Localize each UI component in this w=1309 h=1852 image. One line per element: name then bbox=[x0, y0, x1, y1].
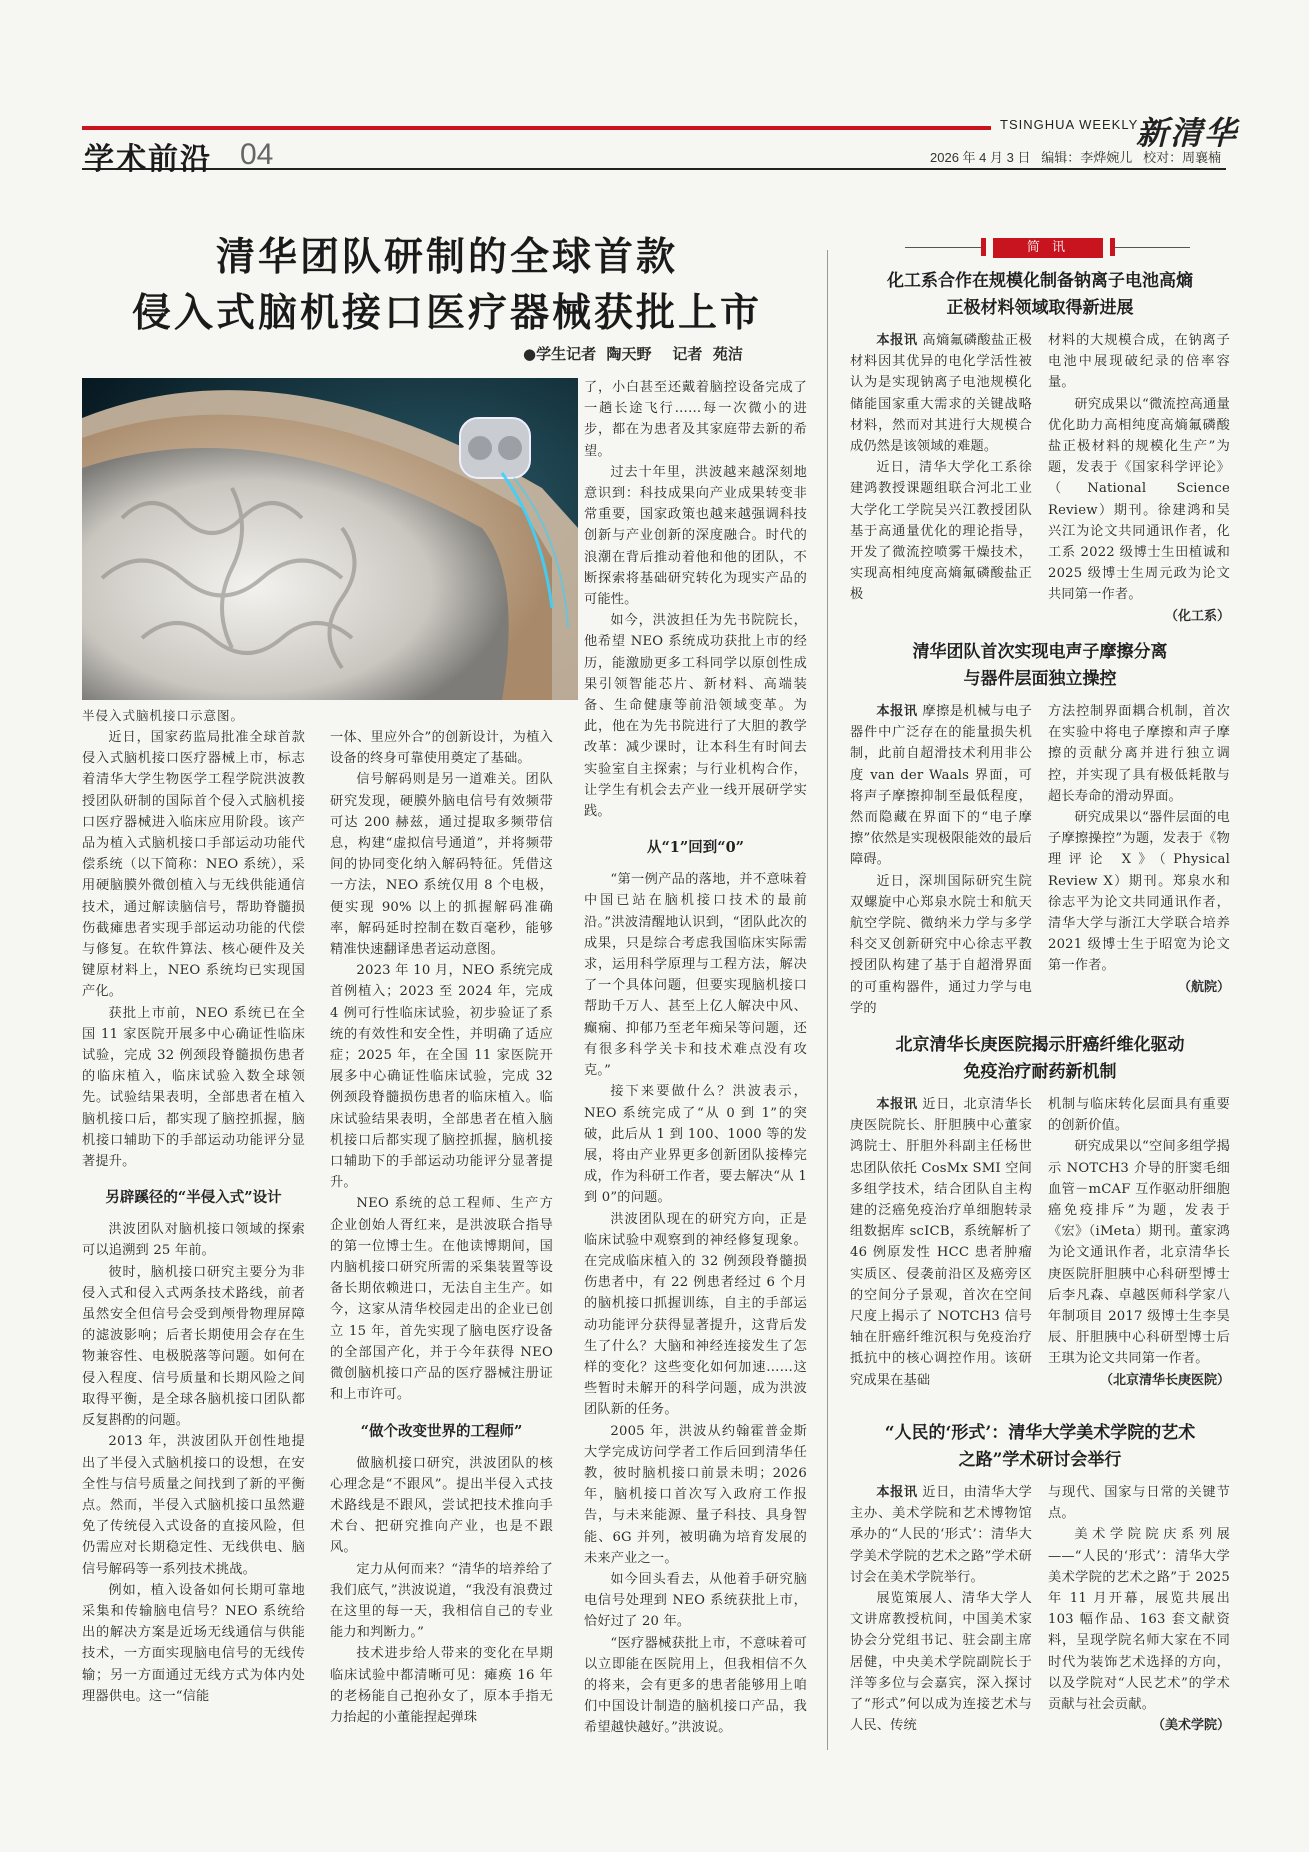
header-red-rule bbox=[82, 126, 991, 130]
brief-lead: 本报讯 bbox=[876, 333, 918, 348]
brief-title: 之路”学术研讨会举行 bbox=[958, 1450, 1122, 1470]
subheading: 从“1”回到“0” bbox=[646, 839, 745, 857]
brief-text: 高熵氟磷酸盐正极材料因其优异的电化学活性被认为是实现钠离子电池规模化储能国家重大需求的关键战略材料，然而对其进行大规模合成仍然是该领域的难题。 bbox=[850, 333, 1032, 455]
brief-tick-right bbox=[1110, 238, 1115, 256]
brief-source: （美术学院） bbox=[1151, 1718, 1230, 1734]
paragraph: 了，小白甚至还戴着脑控设备完成了一趟长途飞行……每一次微小的进步，都在为患者及其家庭带去新的希望。 bbox=[584, 380, 807, 459]
article-column-2 bbox=[330, 727, 553, 1728]
article-column-3 bbox=[584, 377, 807, 1739]
paragraph: 接下来要做什么？洪波表示，NEO 系统完成了“从 0 到 1”的突破，此后从 1 到 100、1000 等的发展，将由产业界更多创新团队接棒完成，作为科研工作者，要去解决“从 1 到 0”的问题。 bbox=[584, 1084, 807, 1206]
subheading: 另辟蹊径的“半侵入式”设计 bbox=[105, 1189, 282, 1207]
paragraph: 2013 年，洪波团队开创性地提出了半侵入式脑机接口的设想，在安全性与信号质量之间找到了新的平衡点。然而，半侵入式脑机接口虽然避免了传统侵入式设备的直接风险，但仍需应对长期稳定性、无线供电、脑信号解码等一系列技术挑战。 bbox=[82, 1434, 305, 1577]
brief-source: （化工系） bbox=[1164, 608, 1230, 624]
paragraph: 近日，国家药监局批准全球首款侵入式脑机接口医疗器械上市，标志着清华大学生物医学工程学院洪波教授团队研制的国际首个侵入式脑机接口医疗器械进入临床应用阶段。该产品为植入式脑机接口手部运动功能代偿系统（以下简称：NEO 系统），采用硬脑膜外微创植入与无线供能通信技术，通过解读脑信号，帮助脊髓损伤截瘫患者实现手部运动功能的代偿与修复。在软件算法、核心硬件及关键原材料上，NEO 系统均已实现国产化。 bbox=[82, 730, 305, 1000]
paragraph: 技术进步给人带来的变化在早期临床试验中都清晰可见：瘫痪 16 年的老杨能自己抱孙女了，原本手指无力抬起的小董能捏起弹珠 bbox=[330, 1646, 553, 1725]
brief-lead: 本报讯 bbox=[876, 1097, 918, 1112]
byline: ●学生记者 陶天野 记者 苑洁 bbox=[523, 345, 743, 363]
brief-title: 免疫治疗耐药新机制 bbox=[963, 1062, 1117, 1082]
brief-text: 近日，由清华大学主办、美术学院和艺术博物馆承办的“人民的‘形式’：清华大学美术学院的艺术之路”学术研讨会在美术学院举行。 bbox=[850, 1485, 1032, 1585]
brief-text: 方法控制界面耦合机制，首次在实验中将电子摩擦和声子摩擦的贡献分离并进行独立调控，并实现了具有极低耗散与超长寿命的滑动界面。 bbox=[1048, 704, 1230, 804]
date-editor-line: 2026 年 4 月 3 日 编辑：李烨婉儿 校对：周襄楠 bbox=[930, 150, 1222, 165]
paragraph: 如今，洪波担任为先书院院长，他希望 NEO 系统成功获批上市的经历，能激励更多工科同学以原创性成果引领智能芯片、新材料、高端装备、生命健康等前沿领域变革。为此，他在为先书院进行了大胆的教学改革：减少课时，让本科生有时间去实验室自主探索；与行业机构合作，让学生有机会去产业一线开展研学实践。 bbox=[584, 613, 807, 820]
brief-title: 与器件层面独立操控 bbox=[963, 669, 1117, 689]
brain-interface-image bbox=[82, 378, 578, 700]
paragraph: “第一例产品的落地，并不意味着中国已站在脑机接口技术的最前沿。”洪波清醒地认识到，“团队此次的成果，只是综合考虑我国临床实际需求，运用科学原理与工程方法，解决了一个具体问题，但要实现脑机接口帮助千万人、甚至上亿人解决中风、癫痫、抑郁乃至老年痴呆等问题，还有很多科学关卡和技术难点没有攻克。” bbox=[584, 872, 807, 1079]
brand-logo: 新清华 bbox=[1136, 114, 1239, 152]
brief-rule-left bbox=[905, 247, 985, 248]
brief-lead: 本报讯 bbox=[876, 704, 918, 719]
brief-title: 化工系合作在规模化制备钠离子电池高熵 bbox=[887, 271, 1193, 291]
paragraph: 例如，植入设备如何长期可靠地采集和传输脑电信号？NEO 系统给出的解决方案是近场无线通信与供能技术，一方面实现脑电信号的无线传输；另一方面通过无线方式为体内处理器供电。这一“信能 bbox=[82, 1582, 305, 1704]
section-title: 学术前沿 bbox=[84, 142, 212, 177]
paragraph: 定力从何而来？“清华的培养给了我们底气，”洪波说道，“我没有浪费过在这里的每一天，我相信自己的专业能力和判断力。” bbox=[330, 1561, 553, 1641]
brief-source: （北京清华长庚医院） bbox=[1099, 1372, 1230, 1388]
paragraph: 做脑机接口研究，洪波团队的核心理念是“不跟风”。提出半侵入式技术路线是不跟风，尝试把技术推向手术台、把研究推向产业，也是不跟风。 bbox=[330, 1455, 553, 1556]
paragraph: NEO 系统的总工程师、生产方企业创始人胥红来，是洪波联合指导的第一位博士生。在他读博期间，国内脑机接口研究所需的采集装置等设备长期依赖进口，无法自主生产。如今，这家从清华校园走出的企业已创立 15 年，首先实现了脑电医疗设备的全部国产化，并于今年获得 NEO 微创脑机接口产品的医疗器械注册证和上市许可。 bbox=[330, 1196, 553, 1403]
brief-text: 近日，清华大学化工系徐建鸿教授课题组联合河北工业大学化工学院吴兴江教授团队基于高通量优化的理论指导，开发了微流控喷雾干燥技术，实现高相纯度高熵氟磷酸盐正极 bbox=[850, 460, 1032, 603]
article-title-line2: 侵入式脑机接口医疗器械获批上市 bbox=[131, 290, 762, 336]
brief-text: 展览策展人、清华大学人文讲席教授杭间，中国美术家协会分党组书记、驻会副主席居健，中央美术学院副院长于洋等多位与会嘉宾，深入探讨了“形式”何以成为连接艺术与人民、传统 bbox=[850, 1591, 1032, 1734]
paragraph: “医疗器械获批上市，不意味着可以立即能在医院用上，但我相信不久的将来，会有更多的患者能够用上咱们中国设计制造的脑机接口产品，我希望越快越好。”洪波说。 bbox=[584, 1635, 807, 1736]
article-title-line1: 清华团队研制的全球首款 bbox=[215, 234, 678, 280]
brief-title: 北京清华长庚医院揭示肝癌纤维化驱动 bbox=[895, 1035, 1185, 1055]
brief-title: 清华团队首次实现电声子摩擦分离 bbox=[912, 642, 1168, 662]
brief-text: 近日，深圳国际研究生院双螺旋中心郑泉水院士和航天航空学院、微纳米力学与多学科交叉创新研究中心徐志平教授团队构建了基于自超滑界面的可重构器件，通过力学与电学的 bbox=[850, 873, 1032, 1016]
paragraph: 如今回头看去，从他着手研究脑电信号处理到 NEO 系统获批上市，恰好过了 20 年。 bbox=[584, 1571, 807, 1630]
brief-3 bbox=[850, 1032, 1230, 1392]
article-column-1 bbox=[82, 727, 305, 1707]
brief-text: 材料的大规模合成，在钠离子电池中展现破纪录的倍率容量。 bbox=[1048, 333, 1230, 391]
subheading: “做个改变世界的工程师” bbox=[360, 1422, 523, 1440]
paragraph: 洪波团队对脑机接口领域的探索可以追溯到 25 年前。 bbox=[82, 1222, 305, 1259]
page-number: 04 bbox=[240, 138, 274, 171]
paragraph: 彼时，脑机接口研究主要分为非侵入式和侵入式两条技术路线，前者虽然安全但信号会受到颅骨物理屏障的滤波影响；后者长期使用会存在生物兼容性、电极脱落等问题。如何在侵入程度、信号质量和长期风险之间取得平衡，是全球各脑机接口团队都反复斟酌的问题。 bbox=[82, 1264, 305, 1429]
brief-text: 近日，北京清华长庚医院院长、肝胆胰中心董家鸿院士、肝胆外科副主任杨世忠团队依托 CosMx SMI 空间多组学技术，结合团队自主构建的泛癌免疫治疗单细胞转录组数据库 scICB，系统解析了 46 例原发性 HCC 患者肿瘤实质区、侵袭前沿区及癌旁区的空间分子景观，首次在空间尺度上揭示了 NOTCH3 信号轴在肝癌纤维沉积与免疫治疗抵抗中的核心调控作用。该研究成果在基础 bbox=[850, 1097, 1032, 1388]
paragraph: 信号解码则是另一道难关。团队研究发现，硬膜外脑电信号有效频带可达 200 赫兹，通过提取多频带信息，构建“虚拟信号通道”，并将频带间的协同变化纳入解码特征。凭借这一方法，NEO 系统仅用 8 个电极，便实现 90% 以上的抓握解码准确率，解码延时控制在数百毫秒，能够精准快速翻译患者运动意图。 bbox=[330, 772, 553, 958]
brief-text: 美术学院院庆系列展——“人民的‘形式’：清华大学美术学院的艺术之路”于 2025 年 11 月开幕，展览共展出 103 幅作品、163 套文献资料，呈现学院名师大家在不同时代为装饰艺术选择的方向，以及学院对“人民艺术”的学术贡献与社会贡献。 bbox=[1048, 1527, 1230, 1713]
brief-tick-left bbox=[981, 238, 986, 256]
brief-text: 摩擦是机械与电子器件中广泛存在的能量损失机制，此前自超滑技术利用非公度 van der Waals 界面，可将声子摩擦抑制至最低程度，然而隐藏在界面下的“电子摩擦”依然是实现极限能效的最后障碍。 bbox=[850, 704, 1032, 868]
brief-text: 机制与临床转化层面具有重要的创新价值。 bbox=[1048, 1097, 1230, 1134]
paragraph: 获批上市前，NEO 系统已在全国 11 家医院开展多中心确证性临床试验，完成 32 例颈段脊髓损伤患者的临床植入，临床试验入数全球领先。试验结果表明，全部患者在植入脑机接口后，都实现了脑控抓握，脑机接口辅助下的手部运动功能评分显著提升。 bbox=[82, 1005, 305, 1170]
brief-source: （航院） bbox=[1177, 979, 1230, 995]
paragraph: 一体、里应外合”的创新设计，为植入设备的终身可靠使用奠定了基础。 bbox=[330, 730, 553, 767]
paragraph: 洪波团队现在的研究方向，正是临床试验中观察到的神经修复现象。在完成临床植入的 32 例颈段脊髓损伤患者中，有 22 例患者经过 6 个月的脑机接口抓握训练，自主的手部运动功能评分获得显著提升，这背后发生了什么？大脑和神经连接发生了怎样的变化？这些变化如何加速……这些暂时未解开的科学问题，成为洪波团队新的任务。 bbox=[584, 1211, 807, 1418]
paragraph: 过去十年里，洪波越来越深刻地意识到：科技成果向产业成果转变非常重要，国家政策也越来越强调科技创新与产业创新的深度融合。时代的浪潮在背后推动着他和他的团队，不断探索将基础研究转化为现实产品的可能性。 bbox=[584, 464, 807, 608]
column-divider bbox=[827, 250, 828, 1750]
brief-title: “人民的‘形式’：清华大学美术学院的艺术 bbox=[884, 1423, 1196, 1443]
brief-lead: 本报讯 bbox=[876, 1485, 918, 1500]
brief-label: 简 讯 bbox=[993, 238, 1103, 258]
brief-4 bbox=[850, 1420, 1230, 1737]
paragraph: 2023 年 10 月，NEO 系统完成首例植入；2023 至 2024 年，完成 4 例可行性临床试验，初步验证了系统的有效性和安全性，并明确了适应症；2025 年，在全国 11 家医院开展多中心确证性临床试验，完成 32 例颈段脊髓损伤患者的临床植入。临床试验结果表明，全部患者在植入脑机接口后都实现了脑控抓握，脑机接口辅助下的手部运动功能评分显著提升。 bbox=[330, 963, 553, 1191]
brief-text: 研究成果以“器件层面的电子摩擦操控”为题，发表于《物理评论 X》（Physical Review X）期刊。郑泉水和徐志平为论文共同通讯作者，清华大学与浙江大学联合培养 2021 级博士生于昭宽为论文第一作者。 bbox=[1048, 810, 1230, 974]
brand-english: TSINGHUA WEEKLY bbox=[1000, 117, 1139, 132]
photo-caption: 半侵入式脑机接口示意图。 bbox=[82, 708, 245, 723]
brief-title: 正极材料领域取得新进展 bbox=[946, 298, 1134, 318]
paragraph: 2005 年，洪波从约翰霍普金斯大学完成访问学者工作后回到清华任教，彼时脑机接口前景未明；2026 年，脑机接口首次写入政府工作报告，与未来能源、量子科技、具身智能、6G 并列，被明确为培育发展的未来产业之一。 bbox=[584, 1423, 807, 1566]
brief-text: 与现代、国家与日常的关键节点。 bbox=[1048, 1485, 1230, 1522]
brief-1 bbox=[850, 268, 1230, 628]
brief-text: 研究成果以“微流控高通量优化助力高相纯度高熵氟磷酸盐正极材料的规模化生产”为题，发表于《国家科学评论》（National Science Review）期刊。徐建鸿和吴兴江为论文共同通讯作者，化工系 2022 级博士生田植诚和 2025 级博士生周元政为论文共同第一作者。 bbox=[1048, 396, 1230, 603]
brief-rule-right bbox=[1110, 247, 1190, 248]
brief-2 bbox=[850, 639, 1230, 1019]
brief-text: 研究成果以“空间多组学揭示 NOTCH3 介导的肝窦毛细血管－mCAF 互作驱动肝细胞癌免疫排斥”为题，发表于《宏》（iMeta）期刊。董家鸿为论文通讯作者，北京清华长庚医院肝胆胰中心科研型博士后李凡森、卓越医师科学家八年制项目 2017 级博士生李昊辰、肝胆胰中心科研型博士后王琪为论文共同第一作者。 bbox=[1048, 1139, 1230, 1367]
